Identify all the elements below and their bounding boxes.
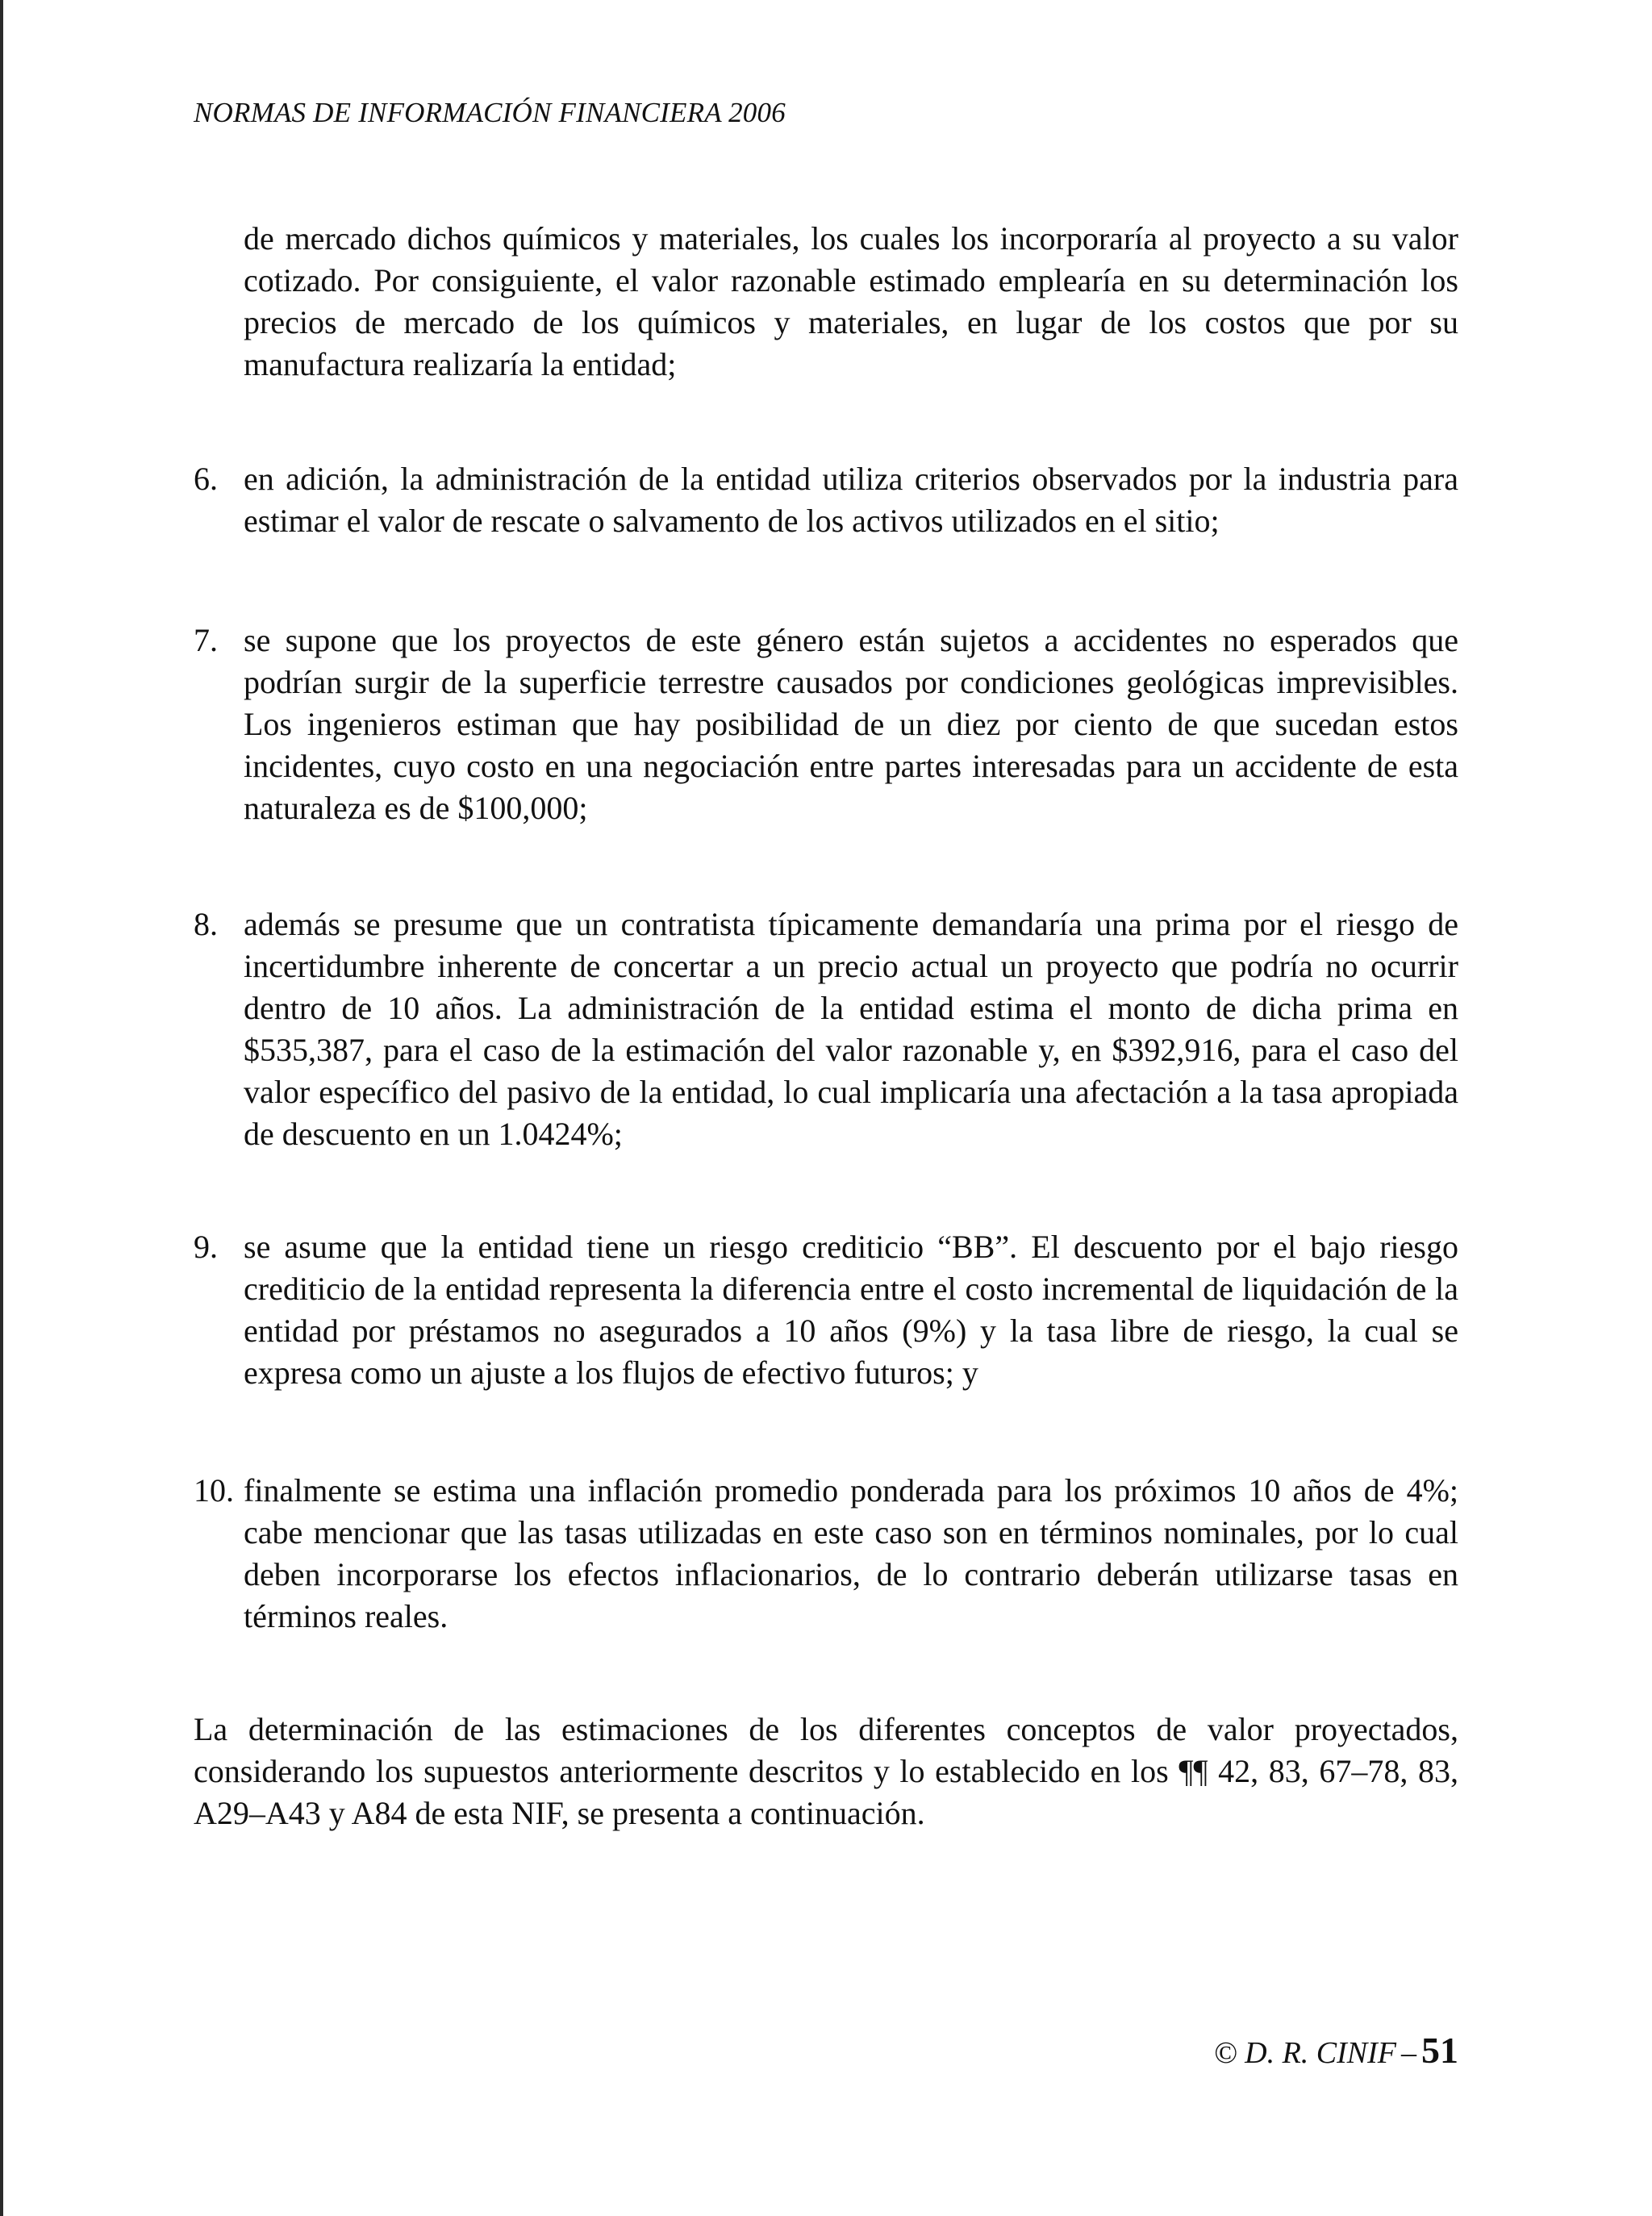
continuation-paragraph: de mercado dichos químicos y materiales, los cuales los incorporaría al proyecto a su valor cotizado. Por consiguiente, el valor razonable estimado emplearía en su determinación los precios de mercado de los químicos y materiales, en lugar de los costos que por su manufactura realizaría la entidad; bbox=[244, 220, 1458, 382]
list-item-number: 6. bbox=[194, 461, 218, 497]
list-item-number: 9. bbox=[194, 1229, 218, 1265]
list-item-number: 10. bbox=[194, 1472, 234, 1509]
list-item bbox=[194, 458, 1458, 542]
list-item-text: en adición, la administración de la entidad utiliza criterios observados por la industria para estimar el valor de rescate o salvamento de los activos utilizados en el sitio; bbox=[244, 461, 1458, 539]
list-item bbox=[194, 1226, 1458, 1394]
page-footer bbox=[1214, 2030, 1458, 2074]
closing-paragraph: La determinación de las estimaciones de los diferentes conceptos de valor proyectados, considerando los supuestos anteriormente descritos y lo establecido en los ¶¶ 42, 83, 67–78, 83, A29–A43 y A84 de esta NIF, se presenta a continuación. bbox=[194, 1711, 1458, 1831]
list-item bbox=[194, 904, 1458, 1155]
running-header: NORMAS DE INFORMACIÓN FINANCIERA 2006 bbox=[194, 97, 786, 128]
copyright-notice: © D. R. CINIF bbox=[1213, 2036, 1396, 2070]
list-item-number: 8. bbox=[194, 906, 218, 942]
list-item-text: finalmente se estima una inflación promedio ponderada para los próximos 10 años de 4%; cabe mencionar que las tasas utilizadas en este caso son en términos nominales, por lo cual deben incorporarse los efectos inflacionarios, de lo contrario deberán utilizarse tasas en términos reales. bbox=[244, 1472, 1458, 1634]
page-number: 51 bbox=[1421, 2030, 1458, 2071]
list-item-text: además se presume que un contratista típicamente demandaría una prima por el riesgo de incertidumbre inherente de concertar a un precio actual un proyecto que podría no ocurrir dentro de 10 años. La administración de la entidad estima el monto de dicha prima en $535,387, para el caso de la estimación del valor razonable y, en $392,916, para el caso del valor específico del pasivo de la entidad, lo cual implicaría una afectación a la tasa apropiada de descuento en un 1.0424%; bbox=[244, 906, 1458, 1152]
list-item-text: se supone que los proyectos de este género están sujetos a accidentes no esperados que podrían surgir de la superficie terrestre causados por condiciones geológicas imprevisibles. Los ingenieros estiman que hay posibilidad de un diez por ciento de que sucedan estos incidentes, cuyo costo en una negociación entre partes interesadas para un accidente de esta naturaleza es de $100,000; bbox=[244, 622, 1458, 826]
list-item-number: 7. bbox=[194, 622, 218, 658]
list-item bbox=[194, 1470, 1458, 1638]
list-item bbox=[194, 620, 1458, 829]
list-item-text: se asume que la entidad tiene un riesgo crediticio “BB”. El descuento por el bajo riesgo crediticio de la entidad representa la diferencia entre el costo incremental de liquidación de la entidad por préstamos no asegurados a 10 años (9%) y la tasa libre de riesgo, la cual se expresa como un ajuste a los flujos de efectivo futuros; y bbox=[244, 1229, 1458, 1391]
page-edge-shadow bbox=[0, 0, 3, 2216]
footer-separator: – bbox=[1401, 2036, 1416, 2070]
